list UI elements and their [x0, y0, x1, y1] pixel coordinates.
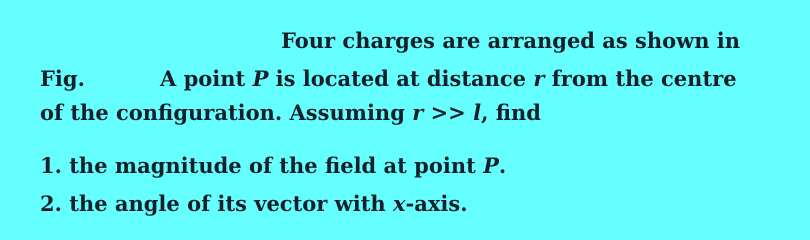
line2-text-a: A point	[160, 66, 253, 91]
variable-r-condition: r	[412, 100, 424, 125]
variable-r: r	[533, 66, 545, 91]
figure-label: Fig.	[40, 66, 85, 91]
variable-l: l	[473, 100, 482, 125]
variable-P: P	[252, 66, 269, 91]
figure-reference	[40, 66, 85, 92]
question-item-2	[40, 191, 468, 217]
item1-variable-P: P	[483, 153, 499, 178]
problem-intro-text: Four charges are arranged as shown in	[281, 28, 741, 53]
item1-period: .	[498, 153, 507, 178]
item1-text: 1. the magnitude of the field at point	[40, 153, 484, 178]
line3-text-a: of the configuration. Assuming	[40, 100, 413, 125]
item2-text: 2. the angle of its vector with	[40, 191, 394, 216]
problem-line-1	[281, 28, 740, 54]
item2-axis-text: -axis.	[405, 191, 468, 216]
problem-line-2	[160, 66, 737, 92]
much-greater-operator: >>	[423, 100, 474, 125]
problem-line-3	[40, 100, 541, 126]
item2-variable-x: x	[393, 191, 406, 216]
line3-text-b: , find	[481, 100, 541, 125]
line2-text-b: is located at distance	[268, 66, 534, 91]
question-item-1	[40, 153, 506, 179]
line2-text-c: from the centre	[544, 66, 737, 91]
